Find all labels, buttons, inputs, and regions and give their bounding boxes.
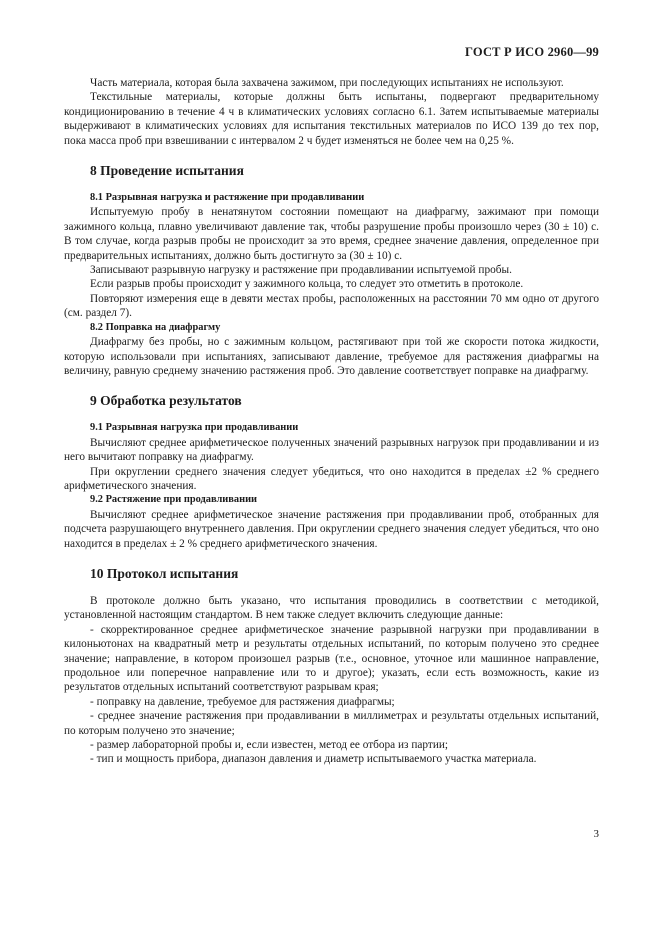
subsection-9-2-title: 9.2 Растяжение при продавливании — [90, 494, 258, 506]
subsection-9-2-paragraph-1: Вычисляют среднее арифметическое значение растяжения при продавливании проб, отобранных для подсчета разрушающего внутреннего давления. При округлении среднего значения следует убедиться, что оно находится в пределах ± 2 % среднего арифметического значения. — [64, 508, 599, 550]
section-8-title: 8 Проведение испытания — [90, 163, 244, 179]
subsection-9-1-paragraph-2: При округлении среднего значения следует убедиться, что оно находится в пределах ±2 % среднего арифметического значения. — [64, 465, 599, 492]
list-item: - размер лабораторной пробы и, если известен, метод ее отбора из партии; — [90, 739, 449, 752]
subsection-8-1-paragraph-3: Если разрыв пробы происходит у зажимного кольца, то следует это отметить в протоколе. — [90, 278, 524, 291]
subsection-8-1-paragraph-4: Повторяют измерения еще в девяти местах пробы, расположенных на расстоянии 70 мм одно от другого (см. раздел 7). — [64, 292, 599, 320]
subsection-9-1-paragraph-1: Вычисляют среднее арифметическое полученных значений разрывных нагрузок при продавливании и из него вычитают поправку на диафрагму. — [64, 436, 599, 464]
list-item: - скорректированное среднее арифметическое значение разрывной нагрузки при продавливании в килоньютонах на квадратный метр и результаты отдельных испытаний, по которым получено это среднее значение; направление, в котором произошел разрыв (т.е., основное, уточное или машинное направление, продольное или поперечное направление или то и другое); указать, если есть возможность, какие из результатов отдельных испытаний соответствуют разрывам края; — [64, 623, 599, 694]
document-code-header: ГОСТ Р ИСО 2960—99 — [465, 45, 599, 59]
list-item: - тип и мощность прибора, диапазон давления и диаметр испытываемого участка материала. — [90, 753, 537, 766]
subsection-8-2-title: 8.2 Поправка на диафрагму — [90, 321, 221, 333]
section-10-paragraph-1: В протоколе должно быть указано, что испытания проводились в соответствии с методикой, установленной настоящим стандартом. В нем также следует включить следующие данные: — [64, 594, 599, 622]
subsection-8-1-paragraph-1: Испытуемую пробу в ненатянутом состоянии помещают на диафрагму, зажимают при помощи зажимного кольца, плавно увеличивают давление так, чтобы разрушение пробы произошло через (30 ± 10) с. В том случае, когда разрыв пробы не происходит за это время, среднее значение давления, определенное при предварительных испытаниях, должно быть достигнуто за (30 ± 10) с. — [64, 206, 599, 262]
page-number: 3 — [593, 828, 599, 840]
section-10-title: 10 Протокол испытания — [90, 565, 239, 581]
list-item: - среднее значение растяжения при продавливании в миллиметрах и результаты отдельных испытаний, по которым получено это значение; — [64, 710, 599, 737]
list-item: - поправку на давление, требуемое для растяжения диафрагмы; — [90, 695, 395, 708]
subsection-8-2-paragraph-1: Диафрагму без пробы, но с зажимным кольцом, растягивают при той же скорости потока жидкости, которую использовали при испытаниях, записывают давление, требуемое для растяжения диафрагмы на величину, равную среднему значению растяжения проб. Это давление соответствует поправке на диафрагму. — [64, 336, 599, 377]
intro-paragraph-2: Текстильные материалы, которые должны быть испытаны, подвергают предварительному кондиционированию в течение 4 ч в климатических условиях согласно 6.1. Затем испытываемые материалы выдерживают в климатических условиях для испытания текстильных материалов по ИСО 139 до тех пор, пока масса проб при взвешивании с интервалом 2 ч будет изменяться не более чем на 0,25 %. — [64, 91, 599, 147]
document-body — [64, 76, 599, 767]
subsection-8-1-title: 8.1 Разрывная нагрузка и растяжение при продавливании — [90, 192, 365, 204]
subsection-9-1-title: 9.1 Разрывная нагрузка при продавливании — [90, 422, 299, 434]
subsection-8-1-paragraph-2: Записывают разрывную нагрузку и растяжение при продавливании испытуемой пробы. — [90, 264, 512, 277]
section-9-title: 9 Обработка результатов — [90, 393, 242, 409]
intro-paragraph-1: Часть материала, которая была захвачена зажимом, при последующих испытаниях не используют. — [90, 77, 564, 89]
